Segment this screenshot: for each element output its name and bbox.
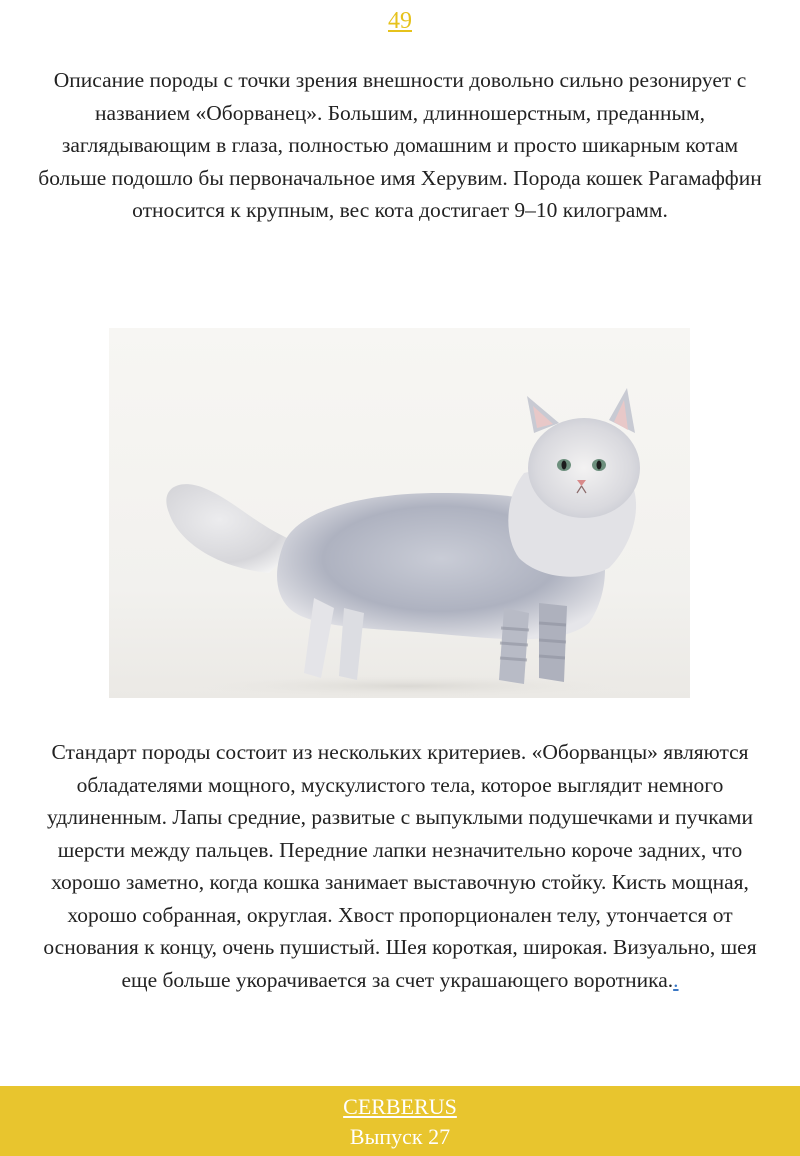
footer-bar — [0, 1086, 800, 1156]
magazine-title-link[interactable]: CERBERUS — [343, 1094, 457, 1119]
issue-number: Выпуск 27 — [349, 1124, 451, 1149]
cat-photo — [109, 328, 690, 698]
article-paragraph — [30, 736, 770, 996]
article-paragraph: Описание породы с точки зрения внешности довольно сильно резонирует с названием «Оборванец». Большим, длинношерстным, преданным, заглядывающим в глаза, полностью домашним и просто шикарным котам больше подошло бы первоначальное имя Херувим. Порода кошек Рагамаффин относится к крупным, вес кота достигает 9–10 килограмм. — [38, 68, 762, 222]
article-paragraph-text: Стандарт породы состоит из нескольких критериев. «Оборванцы» являются обладателями мощного, мускулистого тела, которое выглядит немного удлиненным. Лапы средние, развитые с выпуклыми подушечками и пучками шерсти между пальцев. Передние лапки незначительно короче задних, что хорошо заметно, когда кошка занимает выставочную стойку. Кисть мощная, хорошо собранная, округлая. Хвост пропорционален телу, утончается от основания к концу, очень пушистый. Шея короткая, широкая. Визуально, шея еще больше укорачивается за счет украшающего воротника. — [43, 740, 757, 992]
footnote-link[interactable]: . — [673, 967, 679, 992]
page-number-link[interactable]: 49 — [388, 8, 412, 34]
